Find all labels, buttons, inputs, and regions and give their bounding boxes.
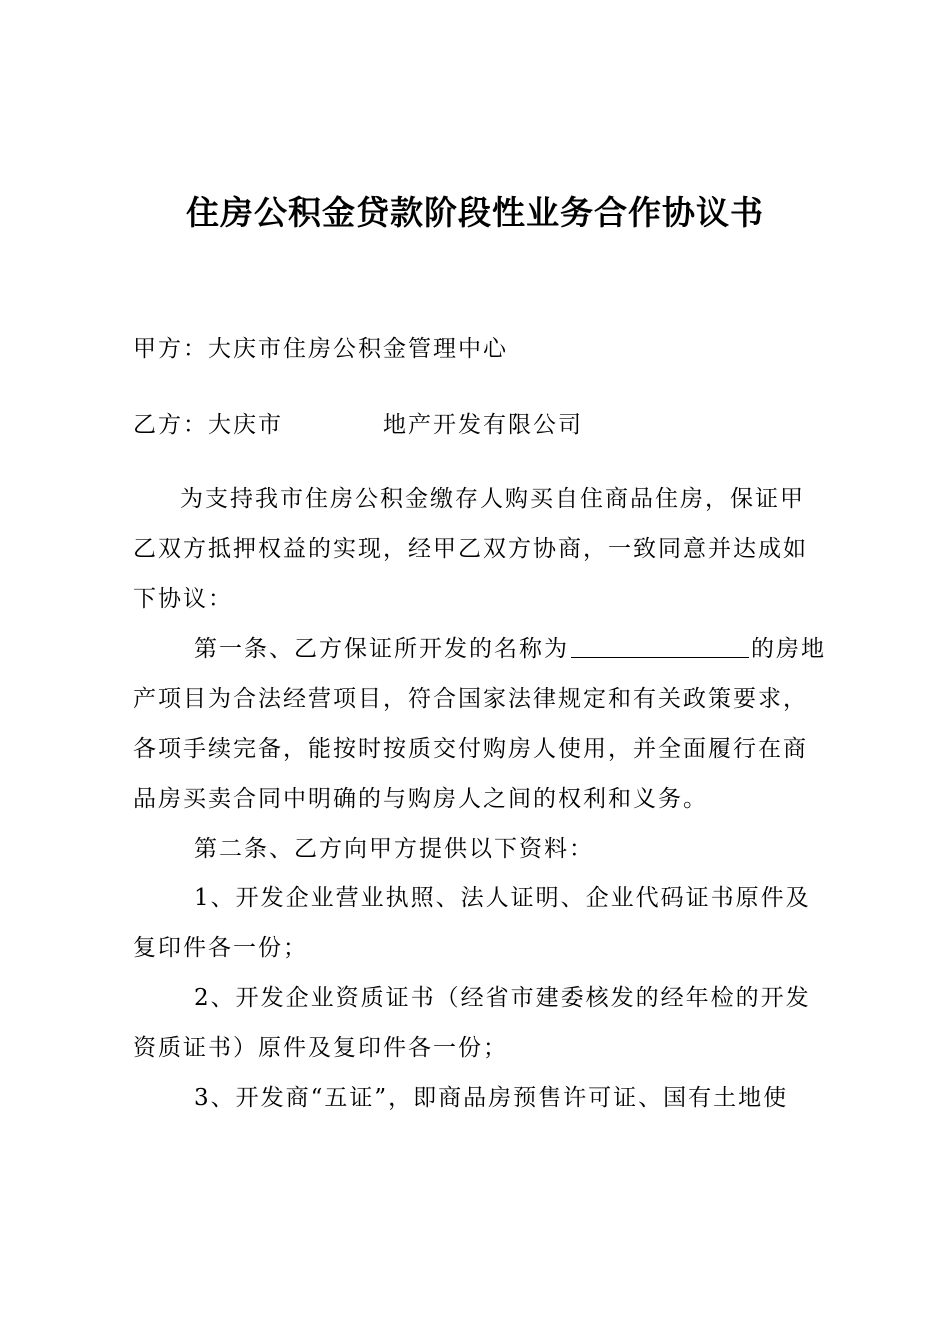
article1-suffix: 的房地 <box>751 636 826 662</box>
article1-prefix: 第一条、乙方保证所开发的名称为 <box>194 636 569 662</box>
article2-heading: 第二条、乙方向甲方提供以下资料： <box>194 836 594 862</box>
article1-line-2: 产项目为合法经营项目，符合国家法律规定和有关政策要求， <box>133 686 808 712</box>
preamble-line-2: 乙双方抵押权益的实现，经甲乙双方协商，一致同意并达成如 <box>133 536 808 562</box>
document-title: 住房公积金贷款阶段性业务合作协议书 <box>186 193 764 232</box>
party-b-suffix: 地产开发有限公司 <box>383 412 583 438</box>
item-1-line-1: 1、开发企业营业执照、法人证明、企业代码证书原件及 <box>194 885 811 911</box>
project-name-blank <box>571 635 749 658</box>
party-b <box>133 410 583 440</box>
item-2-line-2: 资质证书）原件及复印件各一份； <box>133 1035 508 1061</box>
preamble-line-3: 下协议： <box>133 586 233 612</box>
article1-first-line <box>194 634 826 664</box>
article1-line-3: 各项手续完备，能按时按质交付购房人使用，并全面履行在商 <box>133 736 808 762</box>
party-b-prefix: 乙方：大庆市 <box>133 412 283 438</box>
item-2-line-1: 2、开发企业资质证书（经省市建委核发的经年检的开发 <box>194 985 811 1011</box>
preamble-line-1: 为支持我市住房公积金缴存人购买自住商品住房，保证甲 <box>180 486 805 512</box>
item-1-line-2: 复印件各一份； <box>133 935 308 961</box>
party-a: 甲方：大庆市住房公积金管理中心 <box>133 336 508 362</box>
item-3-line-1: 3、开发商“五证”，即商品房预售许可证、国有土地使 <box>194 1085 789 1111</box>
article1-line-4: 品房买卖合同中明确的与购房人之间的权利和义务。 <box>133 786 708 812</box>
